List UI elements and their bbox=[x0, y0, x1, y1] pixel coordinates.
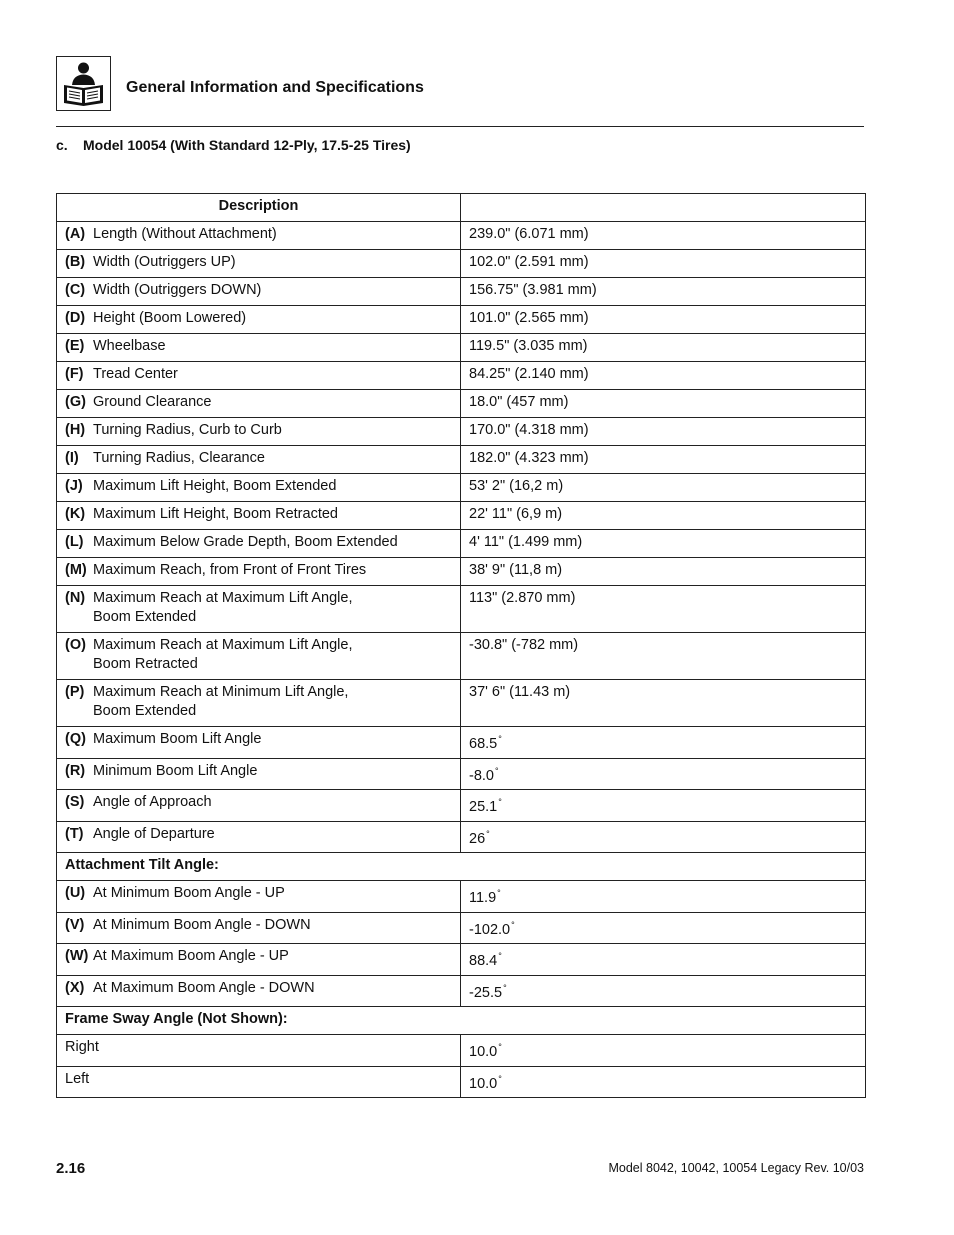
row-description bbox=[93, 636, 452, 673]
description-content bbox=[65, 636, 452, 673]
value-cell bbox=[461, 1066, 866, 1098]
row-description bbox=[93, 253, 452, 272]
row-letter-label: (A) bbox=[65, 226, 86, 242]
table-row bbox=[57, 278, 866, 306]
row-description-line: At Minimum Boom Angle - DOWN bbox=[93, 916, 311, 933]
degree-symbol: ° bbox=[495, 765, 499, 776]
row-description-line: Width (Outriggers UP) bbox=[93, 254, 236, 270]
row-description-line: Maximum Reach, from Front of Front Tires bbox=[93, 562, 367, 578]
row-description-line: Height (Boom Lowered) bbox=[93, 310, 247, 326]
row-letter-label: (C) bbox=[65, 282, 86, 298]
row-description-line: Tread Center bbox=[93, 366, 178, 382]
row-letter-label: (U) bbox=[65, 885, 86, 901]
row-description bbox=[93, 337, 452, 356]
degree-symbol: ° bbox=[511, 919, 515, 930]
description-cell bbox=[57, 446, 461, 474]
column-header-description: Description bbox=[57, 194, 461, 222]
page-number: 2.16 bbox=[56, 1160, 86, 1177]
degree-symbol: ° bbox=[498, 797, 502, 807]
description-content bbox=[65, 561, 452, 580]
description-cell bbox=[57, 306, 461, 334]
table-row bbox=[57, 1066, 866, 1098]
description-content bbox=[65, 793, 452, 812]
row-description-line: Ground Clearance bbox=[93, 394, 212, 410]
table-section-row bbox=[57, 853, 866, 881]
row-value: 10.0 bbox=[469, 1075, 498, 1092]
value-cell bbox=[461, 727, 866, 759]
degree-symbol: ° bbox=[498, 1073, 502, 1084]
description-content bbox=[65, 365, 452, 384]
specifications-table bbox=[56, 193, 866, 1098]
row-description-line: Angle of Approach bbox=[93, 794, 212, 810]
row-description bbox=[93, 421, 452, 440]
value-cell bbox=[461, 502, 866, 530]
section-title-cell: Attachment Tilt Angle: bbox=[57, 853, 866, 881]
row-description-line: Right bbox=[65, 1039, 99, 1055]
description-cell bbox=[57, 558, 461, 586]
row-description-line: Left bbox=[65, 1070, 90, 1087]
table-row bbox=[57, 558, 866, 586]
row-description-line: Maximum Reach at Maximum Lift Angle, bbox=[93, 590, 353, 606]
row-letter-label: (M) bbox=[65, 562, 87, 578]
table-row bbox=[57, 727, 866, 759]
row-letter-label: (T) bbox=[65, 825, 84, 842]
row-value: 84.25" (2.140 mm) bbox=[469, 366, 589, 382]
row-description bbox=[93, 561, 452, 580]
value-cell bbox=[461, 222, 866, 250]
value-cell bbox=[461, 633, 866, 680]
value-cell bbox=[461, 334, 866, 362]
row-value: 239.0" (6.071 mm) bbox=[469, 226, 589, 242]
row-value: 10.0 bbox=[469, 1044, 498, 1060]
row-value: 170.0" (4.318 mm) bbox=[469, 422, 589, 438]
degree-symbol: ° bbox=[498, 1042, 502, 1052]
value-cell bbox=[461, 418, 866, 446]
row-description bbox=[93, 793, 452, 812]
table-row bbox=[57, 758, 866, 790]
row-description-line: Maximum Lift Height, Boom Retracted bbox=[93, 506, 338, 522]
section-title: Model 10054 (With Standard 12-Ply, 17.5-25 Tires) bbox=[83, 137, 411, 153]
row-value: 18.0" (457 mm) bbox=[469, 394, 569, 410]
row-letter-label: (W) bbox=[65, 948, 89, 964]
row-letter-label: (J) bbox=[65, 478, 83, 494]
row-value: 119.5" (3.035 mm) bbox=[469, 338, 588, 354]
row-description bbox=[93, 225, 452, 244]
row-description-line: At Maximum Boom Angle - UP bbox=[93, 948, 289, 964]
row-value: 11.9 bbox=[469, 890, 497, 906]
description-cell bbox=[57, 727, 461, 759]
description-content bbox=[65, 393, 452, 412]
row-description bbox=[93, 683, 452, 720]
value-cell bbox=[461, 558, 866, 586]
row-description bbox=[93, 825, 452, 844]
degree-symbol: ° bbox=[503, 982, 507, 993]
row-value: 53' 2" (16,2 m) bbox=[469, 478, 564, 494]
table-header-row bbox=[57, 194, 866, 222]
table-section-row bbox=[57, 1007, 866, 1035]
row-description-line: At Minimum Boom Angle - UP bbox=[93, 885, 285, 901]
table-row bbox=[57, 912, 866, 944]
row-description-line: Angle of Departure bbox=[93, 825, 215, 842]
table-row bbox=[57, 633, 866, 680]
description-content bbox=[65, 533, 452, 552]
description-content bbox=[65, 337, 452, 356]
degree-symbol: ° bbox=[498, 734, 502, 744]
description-cell bbox=[57, 1035, 461, 1067]
description-cell bbox=[57, 633, 461, 680]
row-value: -102.0 bbox=[469, 921, 511, 938]
description-cell bbox=[57, 278, 461, 306]
row-description-line: Wheelbase bbox=[93, 338, 166, 354]
table-row bbox=[57, 362, 866, 390]
row-description-line: Maximum Below Grade Depth, Boom Extended bbox=[93, 534, 398, 550]
description-content bbox=[65, 683, 452, 720]
row-value: 156.75" (3.981 mm) bbox=[469, 282, 597, 298]
column-header-value bbox=[461, 194, 866, 222]
value-cell bbox=[461, 390, 866, 418]
person-reading-manual-icon bbox=[59, 59, 108, 108]
row-value: -8.0 bbox=[469, 767, 494, 784]
table-row bbox=[57, 975, 866, 1007]
row-description-line: Maximum Lift Height, Boom Extended bbox=[93, 478, 337, 494]
page-header-title: General Information and Specifications bbox=[126, 79, 424, 96]
logo bbox=[56, 56, 111, 111]
value-cell bbox=[461, 306, 866, 334]
row-description bbox=[93, 505, 452, 524]
row-letter-label: (I) bbox=[65, 450, 79, 466]
description-cell bbox=[57, 530, 461, 558]
value-cell bbox=[461, 530, 866, 558]
table-row bbox=[57, 474, 866, 502]
value-cell bbox=[461, 881, 866, 913]
row-letter-label: (N) bbox=[65, 590, 86, 606]
row-letter-label: (X) bbox=[65, 979, 85, 996]
row-description-line: Minimum Boom Lift Angle bbox=[93, 762, 258, 779]
row-description bbox=[65, 1038, 452, 1057]
table-row bbox=[57, 334, 866, 362]
description-cell bbox=[57, 250, 461, 278]
value-cell bbox=[461, 1035, 866, 1067]
row-description bbox=[93, 589, 452, 626]
description-cell bbox=[57, 362, 461, 390]
description-content bbox=[65, 947, 452, 966]
row-letter-label: (K) bbox=[65, 506, 86, 522]
row-description bbox=[93, 477, 452, 496]
row-letter-label: (R) bbox=[65, 762, 86, 779]
value-cell bbox=[461, 975, 866, 1007]
section-letter: c. bbox=[56, 137, 68, 153]
row-letter-label: (L) bbox=[65, 534, 84, 550]
description-content bbox=[65, 979, 452, 998]
degree-symbol: ° bbox=[498, 951, 502, 961]
value-cell bbox=[461, 586, 866, 633]
description-content bbox=[65, 884, 452, 903]
description-cell bbox=[57, 944, 461, 976]
row-description bbox=[93, 979, 452, 998]
row-value: 25.1 bbox=[469, 799, 498, 815]
description-content bbox=[65, 589, 452, 626]
row-letter-label: (Q) bbox=[65, 731, 86, 747]
row-letter-label: (S) bbox=[65, 794, 85, 810]
row-letter-label: (E) bbox=[65, 338, 85, 354]
row-description bbox=[93, 884, 452, 903]
row-description bbox=[65, 1070, 452, 1089]
description-cell bbox=[57, 975, 461, 1007]
description-cell bbox=[57, 222, 461, 250]
description-cell bbox=[57, 790, 461, 822]
description-content bbox=[65, 1070, 452, 1089]
description-cell bbox=[57, 502, 461, 530]
row-description bbox=[93, 730, 452, 749]
row-description bbox=[93, 309, 452, 328]
row-value: 38' 9" (11,8 m) bbox=[469, 562, 563, 578]
description-cell bbox=[57, 758, 461, 790]
description-content bbox=[65, 421, 452, 440]
description-cell bbox=[57, 474, 461, 502]
value-cell bbox=[461, 362, 866, 390]
row-letter-label: (D) bbox=[65, 310, 86, 326]
description-content bbox=[65, 505, 452, 524]
row-description bbox=[93, 533, 452, 552]
description-cell bbox=[57, 1066, 461, 1098]
row-description-line: Turning Radius, Curb to Curb bbox=[93, 422, 282, 438]
value-cell bbox=[461, 912, 866, 944]
header-divider bbox=[56, 126, 864, 127]
table-row bbox=[57, 502, 866, 530]
row-value: 102.0" (2.591 mm) bbox=[469, 254, 589, 270]
table-row bbox=[57, 250, 866, 278]
degree-symbol: ° bbox=[486, 828, 490, 839]
row-value: 4' 11" (1.499 mm) bbox=[469, 534, 583, 550]
row-letter-label: (H) bbox=[65, 422, 86, 438]
row-description bbox=[93, 365, 452, 384]
row-letter-label: (P) bbox=[65, 684, 85, 700]
row-description-line: Boom Retracted bbox=[93, 655, 198, 672]
table-row bbox=[57, 881, 866, 913]
value-cell bbox=[461, 446, 866, 474]
description-content bbox=[65, 762, 452, 781]
description-content bbox=[65, 730, 452, 749]
row-letter-label: (V) bbox=[65, 916, 85, 933]
table-row bbox=[57, 306, 866, 334]
value-cell bbox=[461, 680, 866, 727]
row-description-line: Maximum Boom Lift Angle bbox=[93, 731, 262, 747]
row-value: 26 bbox=[469, 830, 486, 847]
description-cell bbox=[57, 881, 461, 913]
value-cell bbox=[461, 758, 866, 790]
value-cell bbox=[461, 821, 866, 853]
description-content bbox=[65, 225, 452, 244]
row-description bbox=[93, 916, 452, 935]
degree-symbol: ° bbox=[497, 888, 501, 898]
description-content bbox=[65, 309, 452, 328]
table-row bbox=[57, 680, 866, 727]
row-description bbox=[93, 947, 452, 966]
footer-model-info: Model 8042, 10042, 10054 Legacy Rev. 10/03 bbox=[608, 1161, 864, 1175]
row-value: 37' 6" (11.43 m) bbox=[469, 684, 571, 700]
row-description-line: Maximum Reach at Minimum Lift Angle, bbox=[93, 684, 349, 700]
table-row bbox=[57, 790, 866, 822]
row-value: 88.4 bbox=[469, 953, 498, 969]
value-cell bbox=[461, 278, 866, 306]
row-description bbox=[93, 449, 452, 468]
value-cell bbox=[461, 790, 866, 822]
row-letter-label: (F) bbox=[65, 366, 84, 382]
table-row bbox=[57, 944, 866, 976]
table-row bbox=[57, 418, 866, 446]
row-value: 113" (2.870 mm) bbox=[469, 590, 576, 606]
value-cell bbox=[461, 944, 866, 976]
table-row bbox=[57, 530, 866, 558]
description-cell bbox=[57, 418, 461, 446]
row-description bbox=[93, 762, 452, 781]
description-content bbox=[65, 281, 452, 300]
description-cell bbox=[57, 586, 461, 633]
row-letter-label: (O) bbox=[65, 637, 86, 653]
row-description-line: Length (Without Attachment) bbox=[93, 226, 277, 242]
row-letter-label: (G) bbox=[65, 394, 86, 410]
value-cell bbox=[461, 474, 866, 502]
description-content bbox=[65, 449, 452, 468]
description-content bbox=[65, 1038, 452, 1057]
table-row bbox=[57, 821, 866, 853]
description-cell bbox=[57, 912, 461, 944]
description-content bbox=[65, 253, 452, 272]
table-row bbox=[57, 222, 866, 250]
description-cell bbox=[57, 390, 461, 418]
row-description-line: At Maximum Boom Angle - DOWN bbox=[93, 979, 315, 996]
row-description-line: Width (Outriggers DOWN) bbox=[93, 282, 262, 298]
section-title-cell: Frame Sway Angle (Not Shown): bbox=[57, 1007, 866, 1035]
table-row bbox=[57, 446, 866, 474]
row-value: 182.0" (4.323 mm) bbox=[469, 450, 589, 466]
row-description-line: Turning Radius, Clearance bbox=[93, 450, 265, 466]
row-letter-label: (B) bbox=[65, 254, 86, 270]
description-content bbox=[65, 825, 452, 844]
table-row bbox=[57, 586, 866, 633]
table-row bbox=[57, 1035, 866, 1067]
row-value: 101.0" (2.565 mm) bbox=[469, 310, 589, 326]
description-content bbox=[65, 477, 452, 496]
description-cell bbox=[57, 334, 461, 362]
row-value: 68.5 bbox=[469, 736, 498, 752]
description-content bbox=[65, 916, 452, 935]
row-description-line: Maximum Reach at Maximum Lift Angle, bbox=[93, 637, 353, 653]
description-cell bbox=[57, 680, 461, 727]
row-value: -30.8" (-782 mm) bbox=[469, 637, 579, 653]
description-cell bbox=[57, 821, 461, 853]
row-description bbox=[93, 281, 452, 300]
value-cell bbox=[461, 250, 866, 278]
row-description-line: Boom Extended bbox=[93, 608, 197, 625]
row-description-line: Boom Extended bbox=[93, 702, 197, 719]
table-row bbox=[57, 390, 866, 418]
row-description bbox=[93, 393, 452, 412]
row-value: 22' 11" (6,9 m) bbox=[469, 506, 563, 522]
row-value: -25.5 bbox=[469, 984, 503, 1001]
